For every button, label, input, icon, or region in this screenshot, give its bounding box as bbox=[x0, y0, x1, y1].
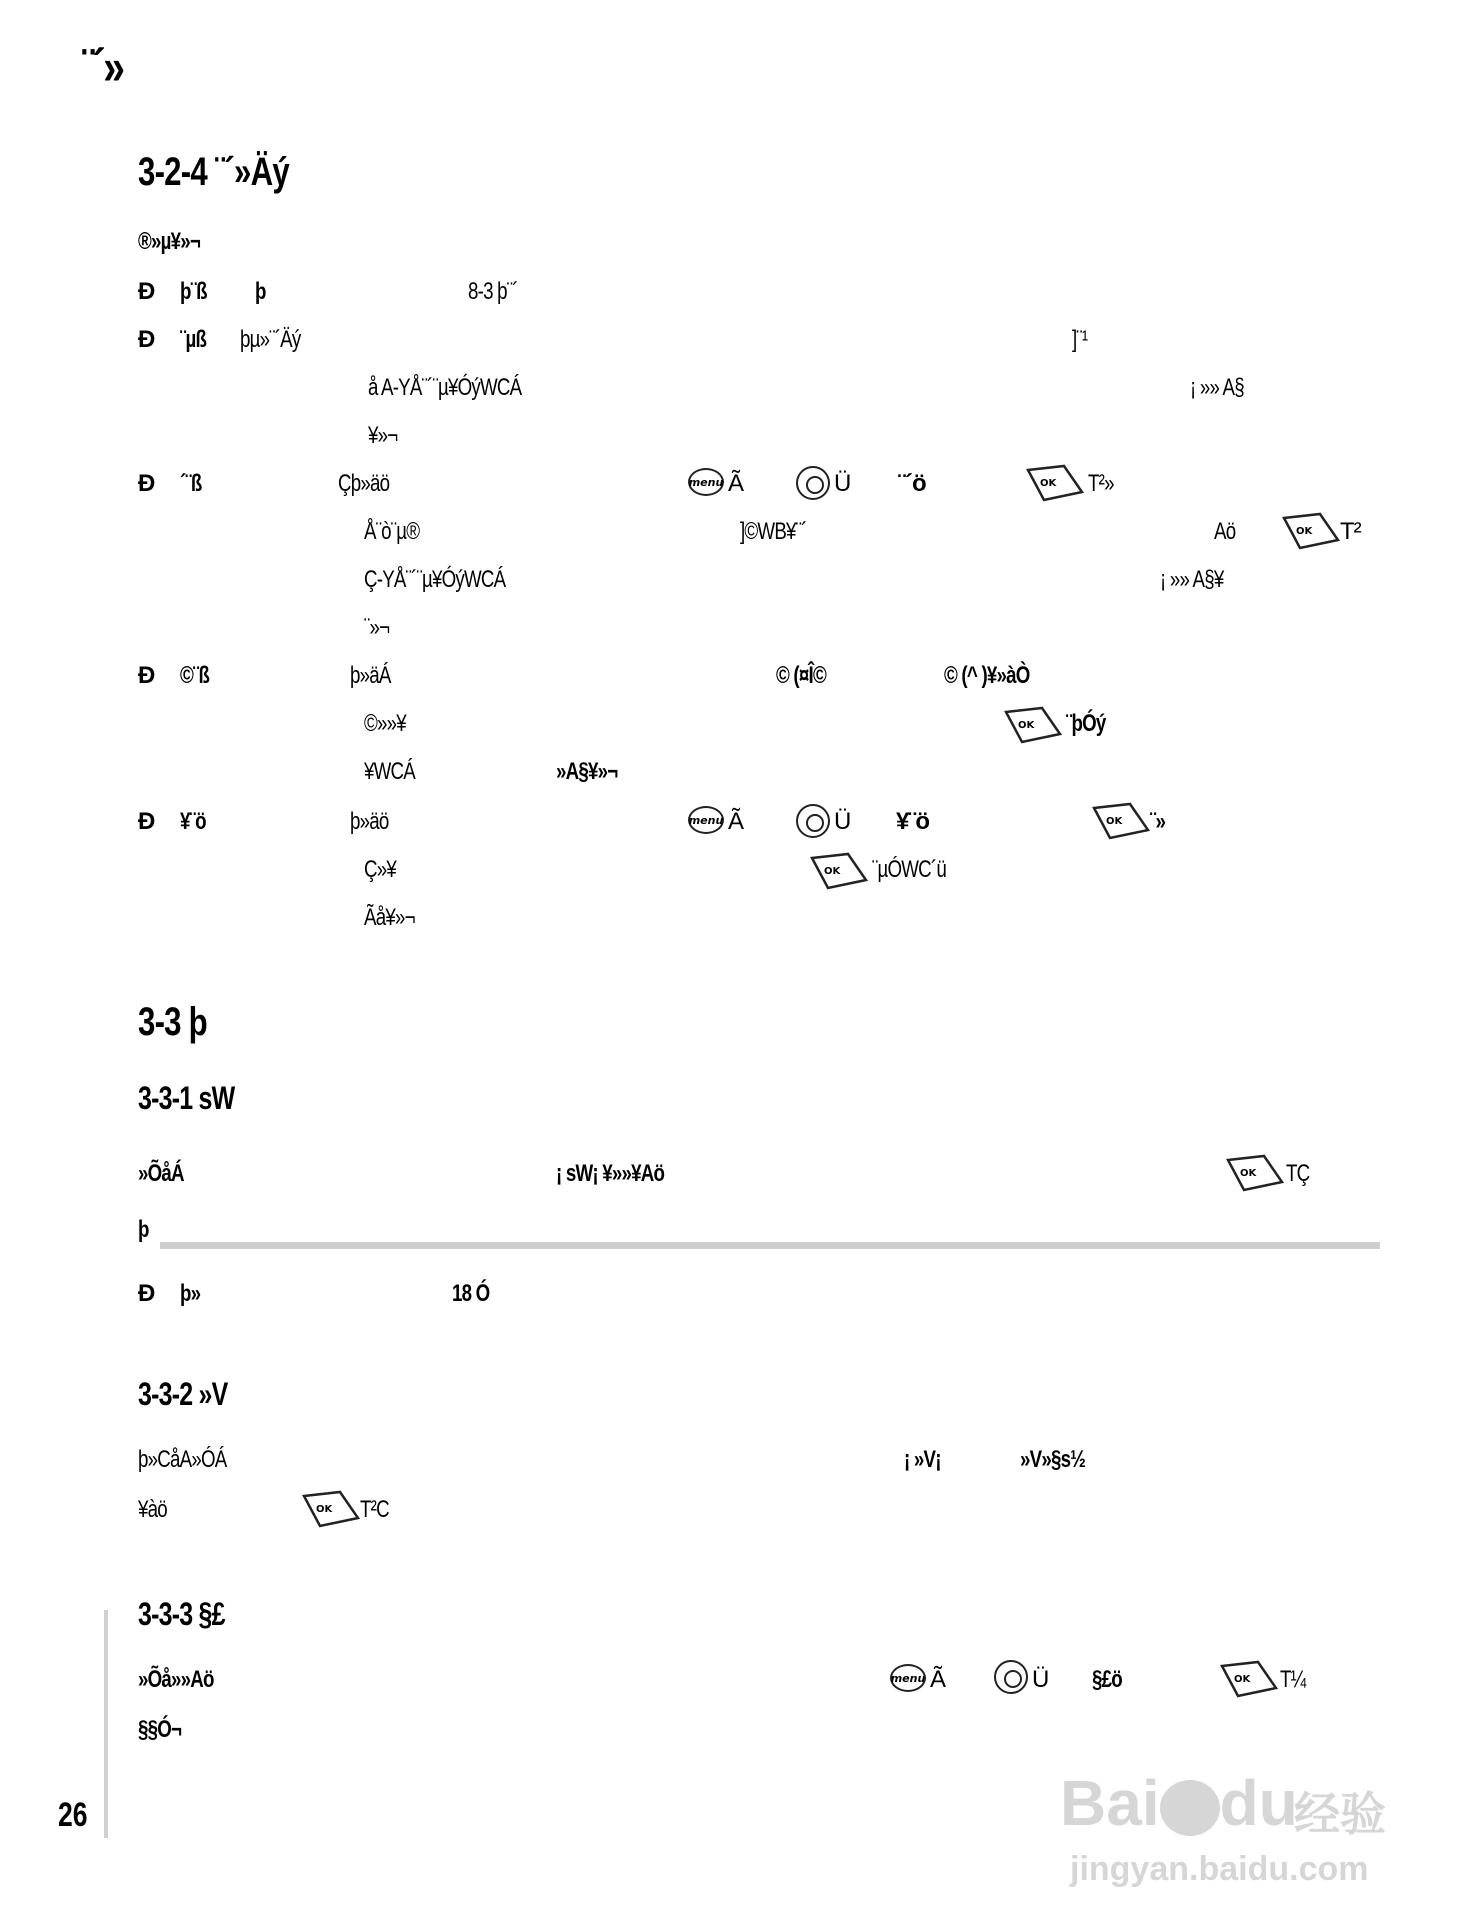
item-1-text: þ bbox=[255, 278, 266, 305]
item-9-label: ©¨ß bbox=[180, 662, 210, 689]
arrow-text: Ã bbox=[930, 1666, 946, 1693]
ok-key-icon bbox=[1218, 1658, 1280, 1700]
bullet-2: Ð bbox=[138, 326, 156, 353]
item-4-text: ¥»¬ bbox=[368, 422, 398, 449]
section-heading-3-3-1: 3-3-1 sW bbox=[138, 1080, 235, 1116]
bullet-5: Ð bbox=[138, 808, 156, 835]
bullet-4: Ð bbox=[138, 662, 156, 689]
nav-key-icon bbox=[994, 1660, 1028, 1694]
item-13-right: ¨µÓWC´ü bbox=[872, 856, 946, 883]
item-10-right: ¨þÓý bbox=[1066, 710, 1106, 737]
s331-line1: »ÕåÁ bbox=[138, 1160, 184, 1187]
menu-key-icon: menu bbox=[688, 468, 724, 496]
menu-path-text: ¨´ö bbox=[898, 470, 926, 497]
ok-key-icon bbox=[1024, 462, 1086, 504]
ok-key-icon bbox=[1090, 800, 1152, 842]
watermark-url: jingyan.baidu.com bbox=[1070, 1850, 1369, 1888]
margin-rule bbox=[104, 1610, 108, 1838]
item-12-right: ¨» bbox=[1150, 808, 1166, 835]
page-header: ¨´» bbox=[82, 39, 123, 95]
menu-key-icon: menu bbox=[890, 1664, 926, 1692]
s331-line1-end: TÇ bbox=[1286, 1160, 1310, 1187]
item-9-text: þ»äÁ bbox=[350, 662, 391, 689]
s332-line1-right: »V»§s½ bbox=[1020, 1446, 1086, 1473]
svg-text:OK: OK bbox=[1040, 478, 1057, 489]
item-5-right: T²» bbox=[1088, 470, 1114, 497]
svg-text:OK: OK bbox=[1106, 816, 1123, 827]
item-3-right: ¡ »» A§ bbox=[1190, 374, 1244, 401]
s331-bullet-label: þ» bbox=[180, 1280, 201, 1307]
s333-line1: »Õå»»Aö bbox=[138, 1666, 214, 1693]
section-heading-3-3-2: 3-3-2 »V bbox=[138, 1376, 228, 1412]
item-6-mid: ]©WB¥¨´ bbox=[740, 518, 807, 545]
section-heading-3-3: 3-3 þ bbox=[138, 1000, 207, 1044]
item-9-mid: © (¤Î© bbox=[776, 662, 826, 689]
svg-text:OK: OK bbox=[1296, 526, 1313, 537]
section-heading-3-3-3: 3-3-3 §£ bbox=[138, 1596, 225, 1632]
item-6-end: T² bbox=[1340, 518, 1361, 545]
item-1-label: þ¨ß bbox=[180, 278, 207, 305]
item-6-right: Aö bbox=[1214, 518, 1236, 545]
section-intro: ®»µ¥»¬ bbox=[138, 228, 201, 255]
s331-line2: þ bbox=[138, 1216, 149, 1243]
watermark-text: 经验 bbox=[1294, 1787, 1386, 1841]
page-number: 26 bbox=[58, 1796, 88, 1834]
s332-line1-mid: ¡ »V¡ bbox=[904, 1446, 941, 1473]
section-heading-3-2-4: 3-2-4 ¨´»Äý bbox=[138, 150, 289, 194]
s332-line2: ¥àö bbox=[138, 1496, 167, 1523]
menu-key-icon: menu bbox=[688, 806, 724, 834]
nav-text: Ü bbox=[834, 470, 851, 497]
item-8-text: ¨»¬ bbox=[364, 614, 390, 641]
item-10-text: ©»»¥ bbox=[364, 710, 406, 737]
item-14-text: Ãå¥»¬ bbox=[364, 904, 415, 931]
item-7-text: Ç-YÅ¨´¨µ¥ÓýWCÁ bbox=[364, 566, 506, 593]
item-6-text: Å¨ò¨µ® bbox=[364, 518, 420, 545]
ok-key-icon bbox=[1224, 1152, 1286, 1194]
item-5-text: Çþ»äö bbox=[338, 470, 390, 497]
ok-key-icon bbox=[808, 850, 870, 892]
item-9-right: © (^ )¥»àÒ bbox=[944, 662, 1030, 689]
nav-text: Ü bbox=[1032, 1666, 1049, 1693]
s332-line2-end: T²C bbox=[360, 1496, 389, 1523]
s331-line1-mid: ¡ sW¡ ¥»»¥Aö bbox=[556, 1160, 665, 1187]
svg-text:OK: OK bbox=[316, 1504, 333, 1515]
nav-key-icon bbox=[796, 466, 830, 500]
item-12-path: ¥¨ö bbox=[896, 808, 929, 835]
bullet-6: Ð bbox=[138, 1280, 156, 1307]
item-3-text: å A-YÅ¨´¨µ¥ÓýWCÁ bbox=[368, 374, 522, 401]
item-5-label: ´¨ß bbox=[180, 470, 202, 497]
divider bbox=[160, 1242, 1380, 1249]
svg-text:OK: OK bbox=[1234, 1674, 1251, 1685]
ok-key-icon bbox=[1002, 704, 1064, 746]
item-2-label: ¨µß bbox=[180, 326, 207, 353]
s333-line1-right: §£ö bbox=[1092, 1666, 1122, 1693]
bullet-3: Ð bbox=[138, 470, 156, 497]
s333-line2: §§Ó¬ bbox=[138, 1716, 182, 1743]
item-2-text: þµ»¨´Äý bbox=[240, 326, 301, 353]
arrow-text: Ã bbox=[728, 470, 744, 497]
s331-bullet-value: 18 Ó bbox=[452, 1280, 490, 1307]
item-7-right: ¡ »» A§¥ bbox=[1160, 566, 1224, 593]
ok-key-icon bbox=[300, 1488, 362, 1530]
item-2-right: ]¨¹ bbox=[1072, 326, 1088, 353]
item-13-text: Ç»¥ bbox=[364, 856, 397, 883]
nav-text: Ü bbox=[834, 808, 851, 835]
svg-text:OK: OK bbox=[1018, 720, 1035, 731]
svg-text:OK: OK bbox=[1240, 1168, 1257, 1179]
svg-text:OK: OK bbox=[824, 866, 841, 877]
arrow-text: Ã bbox=[728, 808, 744, 835]
item-12-label: ¥¨ö bbox=[180, 808, 206, 835]
item-11-mid: »A§¥»¬ bbox=[556, 758, 618, 785]
s333-line1-end: T¼ bbox=[1280, 1666, 1306, 1693]
ok-key-icon bbox=[1280, 510, 1342, 552]
item-1-extra: 8-3 þ¨´ bbox=[468, 278, 518, 305]
s332-line1: þ»CåA»ÓÁ bbox=[138, 1446, 227, 1473]
nav-key-icon bbox=[796, 804, 830, 838]
bullet-1: Ð bbox=[138, 278, 156, 305]
watermark-logo: Bai du bbox=[1060, 1767, 1298, 1839]
item-11-text: ¥WCÁ bbox=[364, 758, 415, 785]
item-12-text: þ»äö bbox=[350, 808, 389, 835]
